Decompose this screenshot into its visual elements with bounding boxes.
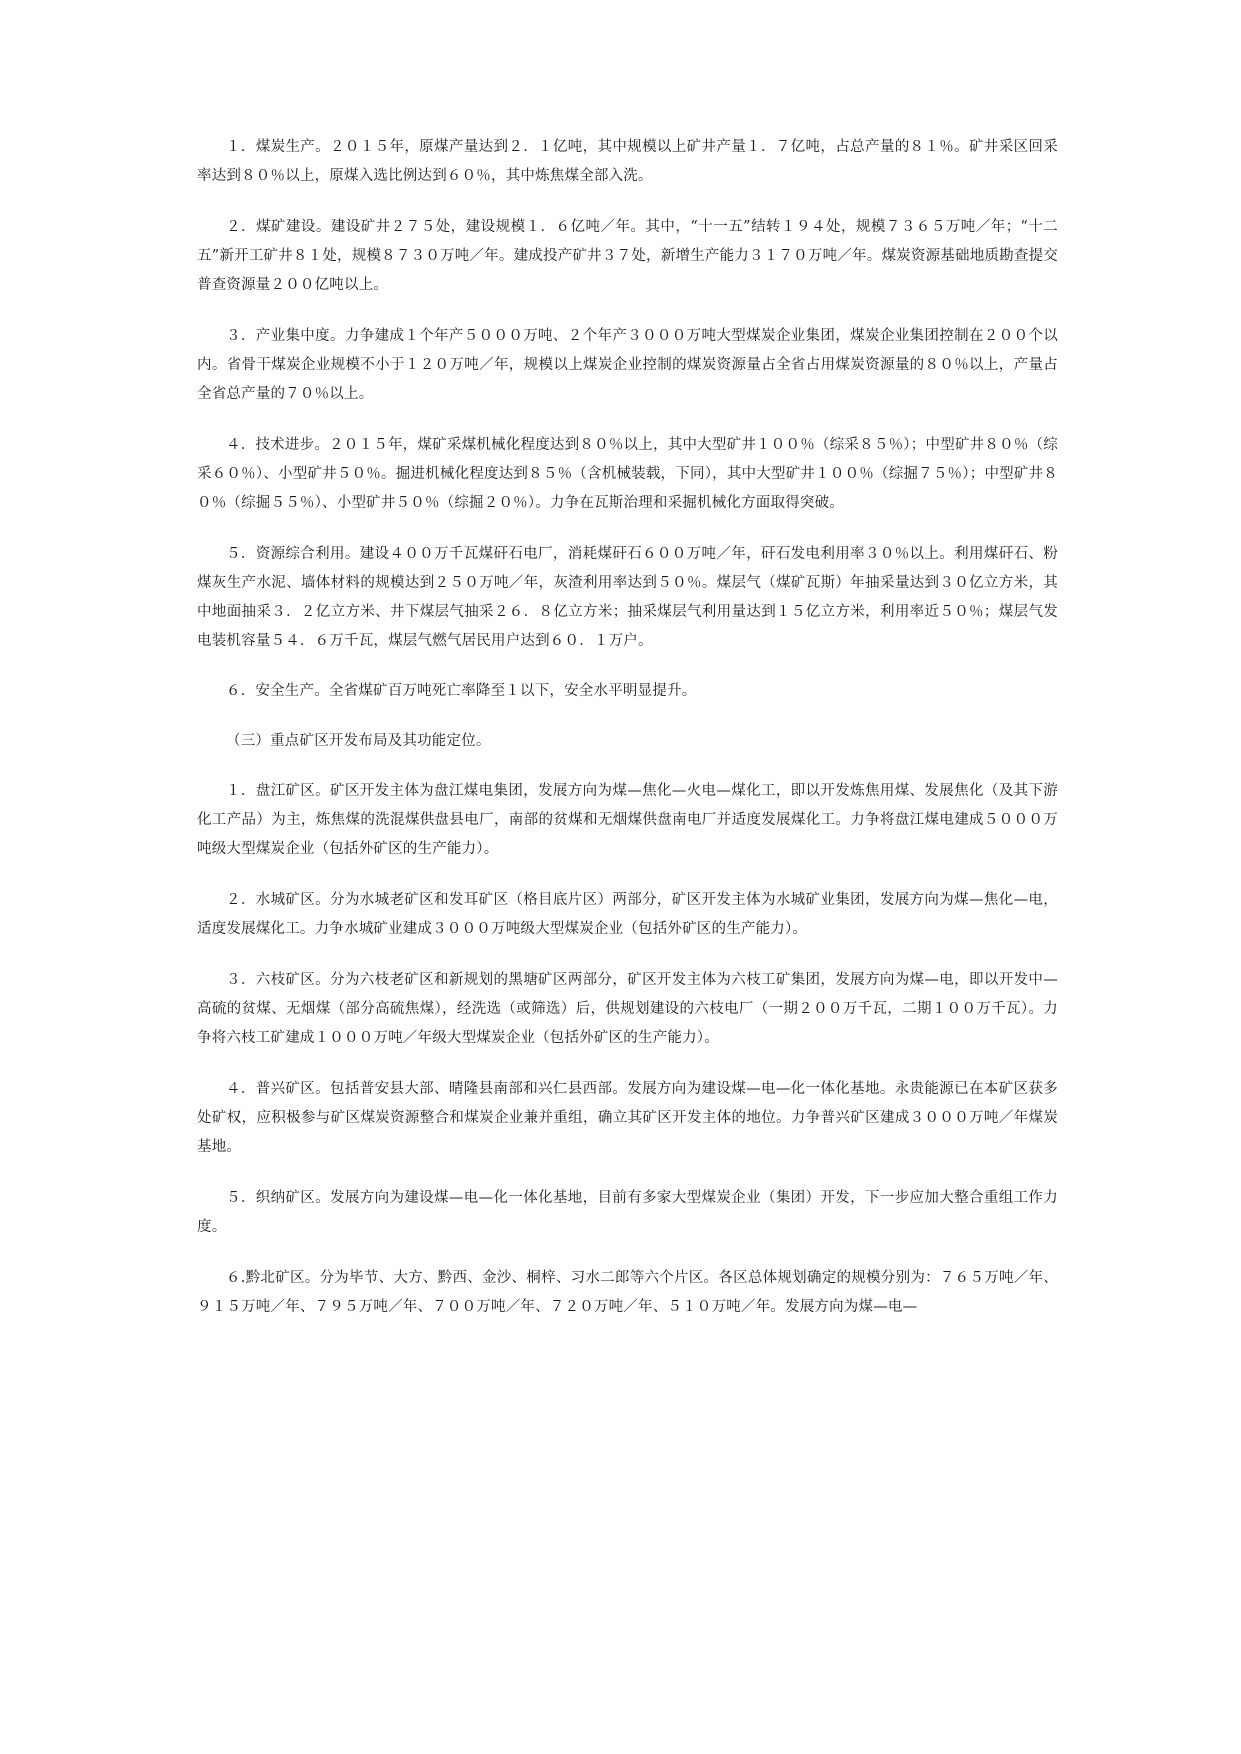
paragraph-technical-progress: ４．技术进步。２０１５年，煤矿采煤机械化程度达到８０％以上，其中大型矿井１００％（综采８５％）；中型矿井８０％（综采６０％）、小型矿井５０％。掘进机械化程度达到８５％（含机械装载，下同），其中大型矿井１００％（综掘７５％）；中型矿井８０％（综掘５５％）、小型矿井５０％（综掘２０％）。力争在瓦斯治理和采掘机械化方面取得突破。 bbox=[197, 437, 1058, 511]
paragraph-industry-concentration: ３．产业集中度。力争建成１个年产５０００万吨、２个年产３０００万吨大型煤炭企业集团，煤炭企业集团控制在２００个以内。省骨干煤炭企业规模不小于１２０万吨／年，规模以上煤炭企业控制的煤炭资源量占全省占用煤炭资源量的８０％以上，产量占全省总产量的７０％以上。 bbox=[197, 328, 1058, 402]
paragraph-coal-production: １．煤炭生产。２０１５年，原煤产量达到２．１亿吨，其中规模以上矿井产量１．７亿吨，占总产量的８１％。矿井采区回采率达到８０％以上，原煤入选比例达到６０％，其中炼焦煤全部入洗。 bbox=[197, 139, 1058, 184]
paragraph-panjiang-area: １．盘江矿区。矿区开发主体为盘江煤电集团，发展方向为煤—焦化—火电—煤化工，即以开发炼焦用煤、发展焦化（及其下游化工产品）为主，炼焦煤的洗混煤供盘县电厂，南部的贫煤和无烟煤供盘南电厂并适度发展煤化工。力争将盘江煤电建成５０００万吨级大型煤炭企业（包括外矿区的生产能力）。 bbox=[197, 783, 1058, 857]
document-page bbox=[197, 133, 1058, 1322]
paragraph-shuicheng-area: ２．水城矿区。分为水城老矿区和发耳矿区（格目底片区）两部分，矿区开发主体为水城矿业集团，发展方向为煤—焦化—电，适度发展煤化工。力争水城矿业建成３０００万吨级大型煤炭企业（包括外矿区的生产能力）。 bbox=[197, 892, 1058, 937]
paragraph-puxing-area: ４．普兴矿区。包括普安县大部、晴隆县南部和兴仁县西部。发展方向为建设煤—电—化一体化基地。永贵能源已在本矿区获多处矿权，应积极参与矿区煤炭资源整合和煤炭企业兼并重组，确立其矿区开发主体的地位。力争普兴矿区建成３０００万吨／年煤炭基地。 bbox=[197, 1081, 1058, 1155]
paragraph-safety-production: ６．安全生产。全省煤矿百万吨死亡率降至１以下，安全水平明显提升。 bbox=[226, 683, 697, 699]
paragraph-resource-utilization: ５．资源综合利用。建设４００万千瓦煤矸石电厂，消耗煤矸石６００万吨／年，矸石发电利用率３０％以上。利用煤矸石、粉煤灰生产水泥、墙体材料的规模达到２５０万吨／年，灰渣利用率达到５０％。煤层气（煤矿瓦斯）年抽采量达到３０亿立方米，其中地面抽采３．２亿立方米、井下煤层气抽采２６．８亿立方米；抽采煤层气利用量达到１５亿立方米，利用率近５０％；煤层气发电装机容量５４．６万千瓦，煤层气燃气居民用户达到６０．１万户。 bbox=[197, 546, 1058, 649]
paragraph-qianbei-area: ６.黔北矿区。分为毕节、大方、黔西、金沙、桐梓、习水二郎等六个片区。各区总体规划确定的规模分别为：７６５万吨／年、９１５万吨／年、７９５万吨／年、７００万吨／年、７２０万吨／年、５１０万吨／年。发展方向为煤—电— bbox=[197, 1270, 1058, 1315]
paragraph-zhina-area: ５．织纳矿区。发展方向为建设煤—电—化一体化基地，目前有多家大型煤炭企业（集团）开发，下一步应加大整合重组工作力度。 bbox=[197, 1190, 1058, 1235]
paragraph-mine-construction: ２．煤矿建设。建设矿井２７５处，建设规模１．６亿吨／年。其中，“十一五”结转１９４处，规模７３６５万吨／年；“十二五”新开工矿井８１处，规模８７３０万吨／年。建成投产矿井３７处，新增生产能力３１７０万吨／年。煤炭资源基础地质勘查提交普查资源量２００亿吨以上。 bbox=[197, 219, 1058, 293]
section-heading-key-mining-areas: （三）重点矿区开发布局及其功能定位。 bbox=[226, 733, 491, 749]
paragraph-liuzhi-area: ３．六枝矿区。分为六枝老矿区和新规划的黑塘矿区两部分，矿区开发主体为六枝工矿集团，发展方向为煤—电，即以开发中—高硫的贫煤、无烟煤（部分高硫焦煤），经洗选（或筛选）后，供规划建设的六枝电厂（一期２００万千瓦，二期１００万千瓦）。力争将六枝工矿建成１０００万吨／年级大型煤炭企业（包括外矿区的生产能力）。 bbox=[197, 972, 1058, 1046]
